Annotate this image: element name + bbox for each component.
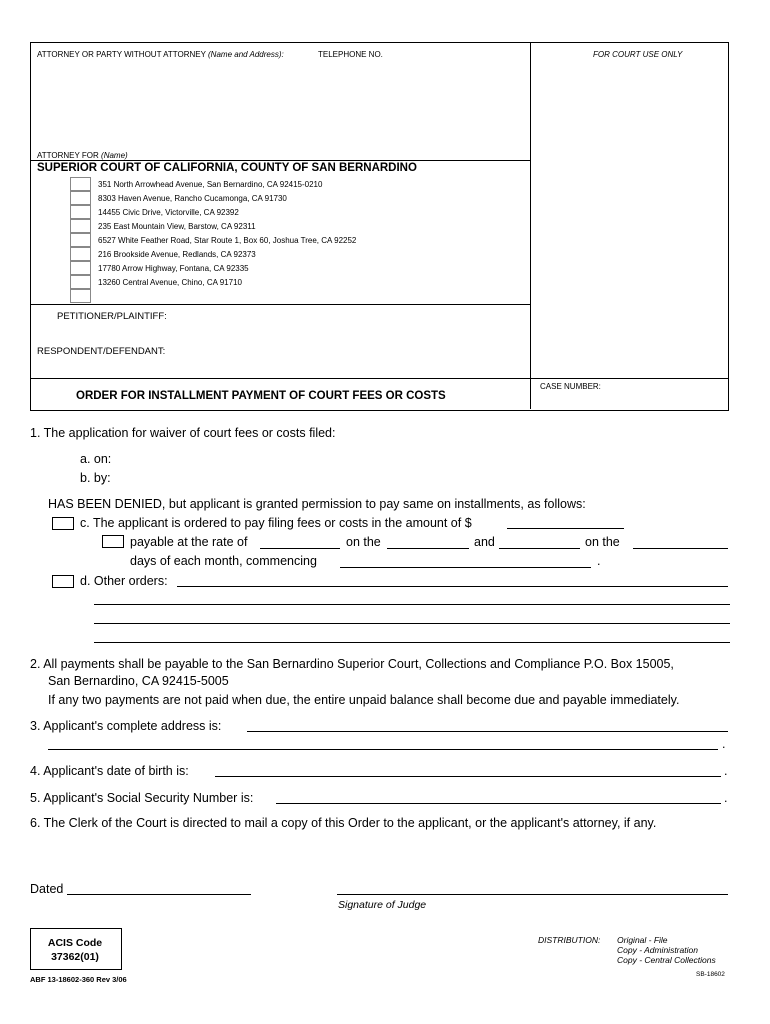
location-checkbox[interactable] (70, 247, 91, 261)
location-label: 17780 Arrow Highway, Fontana, CA 92335 (98, 264, 249, 273)
address-field[interactable] (247, 731, 728, 732)
location-label: 14455 Civic Drive, Victorville, CA 92392 (98, 208, 239, 217)
court-divider (30, 160, 530, 161)
location-label: 235 East Mountain View, Barstow, CA 92311 (98, 222, 256, 231)
location-label: 351 North Arrowhead Avenue, San Bernardino, CA 92415-0210 (98, 180, 323, 189)
court-name: SUPERIOR COURT OF CALIFORNIA, COUNTY OF SAN BERNARDINO (37, 162, 417, 174)
item1-text: 1. The application for waiver of court fees or costs filed: (30, 426, 336, 440)
dated-label: Dated (30, 882, 64, 896)
commencing-field[interactable] (340, 567, 591, 568)
rate-field[interactable] (260, 548, 340, 549)
on-the-label: on the (346, 535, 381, 549)
case-number-divider (530, 378, 531, 409)
other-orders-field[interactable] (94, 623, 730, 624)
telephone-label: TELEPHONE NO. (318, 50, 383, 59)
form-title: ORDER FOR INSTALLMENT PAYMENT OF COURT FEES OR COSTS (76, 390, 446, 402)
day3-field[interactable] (633, 548, 728, 549)
acis-label: ACIS Code (47, 937, 103, 949)
item4-label: 4. Applicant's date of birth is: (30, 764, 189, 778)
other-orders-field[interactable] (94, 604, 730, 605)
distribution-item: Original - File (617, 935, 668, 945)
location-label: 13260 Central Avenue, Chino, CA 91710 (98, 278, 242, 287)
form-id: ABF 13-18602-360 Rev 3/06 (30, 975, 127, 984)
address-period: . (722, 737, 726, 751)
location-label: 216 Brookside Avenue, Redlands, CA 92373 (98, 250, 256, 259)
on-the-label-2: on the (585, 535, 620, 549)
days-period: . (597, 554, 601, 568)
location-checkbox[interactable] (70, 289, 91, 303)
location-checkbox[interactable] (70, 233, 91, 247)
attorney-label: ATTORNEY OR PARTY WITHOUT ATTORNEY (Name and Address): (37, 50, 284, 59)
caption-divider-vertical (530, 42, 531, 382)
birthdate-period: . (724, 764, 728, 778)
item1d-label: d. Other orders: (80, 574, 168, 588)
case-number-label: CASE NUMBER: (540, 382, 601, 391)
ssn-period: . (724, 791, 728, 805)
respondent-label: RESPONDENT/DEFENDANT: (37, 346, 166, 357)
item2-line2: San Bernardino, CA 92415-5005 (48, 674, 229, 688)
location-label: 8303 Haven Avenue, Rancho Cucamonga, CA 91730 (98, 194, 287, 203)
location-checkbox[interactable] (70, 177, 91, 191)
ssn-field[interactable] (276, 803, 721, 804)
parties-divider (30, 304, 530, 305)
days-label: days of each month, commencing (130, 554, 317, 568)
distribution-item: Copy - Administration (617, 945, 698, 955)
sb-code: SB-18602 (696, 971, 725, 978)
petitioner-label: PETITIONER/PLAINTIFF: (57, 311, 167, 322)
location-checkbox[interactable] (70, 261, 91, 275)
item1b-label: b. by: (80, 471, 111, 485)
item2-line1: 2. All payments shall be payable to the San Bernardino Superior Court, Collections and Compliance P.O. Box 15005, (30, 657, 674, 671)
payable-rate-label: payable at the rate of (130, 535, 248, 549)
installment-checkbox[interactable] (102, 535, 124, 548)
distribution-item: Copy - Central Collections (617, 955, 716, 965)
signature-label: Signature of Judge (338, 899, 427, 911)
amount-field[interactable] (507, 528, 624, 529)
item5-label: 5. Applicant's Social Security Number is: (30, 791, 254, 805)
date-field[interactable] (67, 894, 251, 895)
address-field-2[interactable] (48, 749, 718, 750)
title-divider (30, 378, 728, 379)
distribution-label: DISTRIBUTION: (538, 935, 601, 945)
location-checkbox[interactable] (70, 205, 91, 219)
location-checkbox[interactable] (70, 191, 91, 205)
denied-text: HAS BEEN DENIED, but applicant is granted permission to pay same on installments, as follows: (48, 497, 586, 511)
attorney-for-label: ATTORNEY FOR (Name) (37, 151, 128, 160)
item1c-checkbox[interactable] (52, 517, 74, 530)
item1d-checkbox[interactable] (52, 575, 74, 588)
acis-code: 37362(01) (51, 951, 99, 963)
court-use-label: FOR COURT USE ONLY (593, 50, 683, 59)
day1-field[interactable] (387, 548, 469, 549)
item6-text: 6. The Clerk of the Court is directed to mail a copy of this Order to the applicant, or the applicant's attorney, if any. (30, 816, 657, 830)
signature-field[interactable] (337, 894, 728, 895)
item3-label: 3. Applicant's complete address is: (30, 719, 222, 733)
and-label: and (474, 535, 495, 549)
item2-line3: If any two payments are not paid when due, the entire unpaid balance shall become due and payable immediately. (48, 693, 680, 707)
item1c-label: c. The applicant is ordered to pay filing fees or costs in the amount of $ (80, 516, 472, 530)
location-label: 6527 White Feather Road, Star Route 1, Box 60, Joshua Tree, CA 92252 (98, 236, 357, 245)
location-checkbox[interactable] (70, 275, 91, 289)
other-orders-field[interactable] (177, 586, 728, 587)
acis-box (30, 928, 122, 970)
location-checkbox[interactable] (70, 219, 91, 233)
item1a-label: a. on: (80, 452, 112, 466)
birthdate-field[interactable] (215, 776, 721, 777)
other-orders-field[interactable] (94, 642, 730, 643)
day2-field[interactable] (499, 548, 580, 549)
